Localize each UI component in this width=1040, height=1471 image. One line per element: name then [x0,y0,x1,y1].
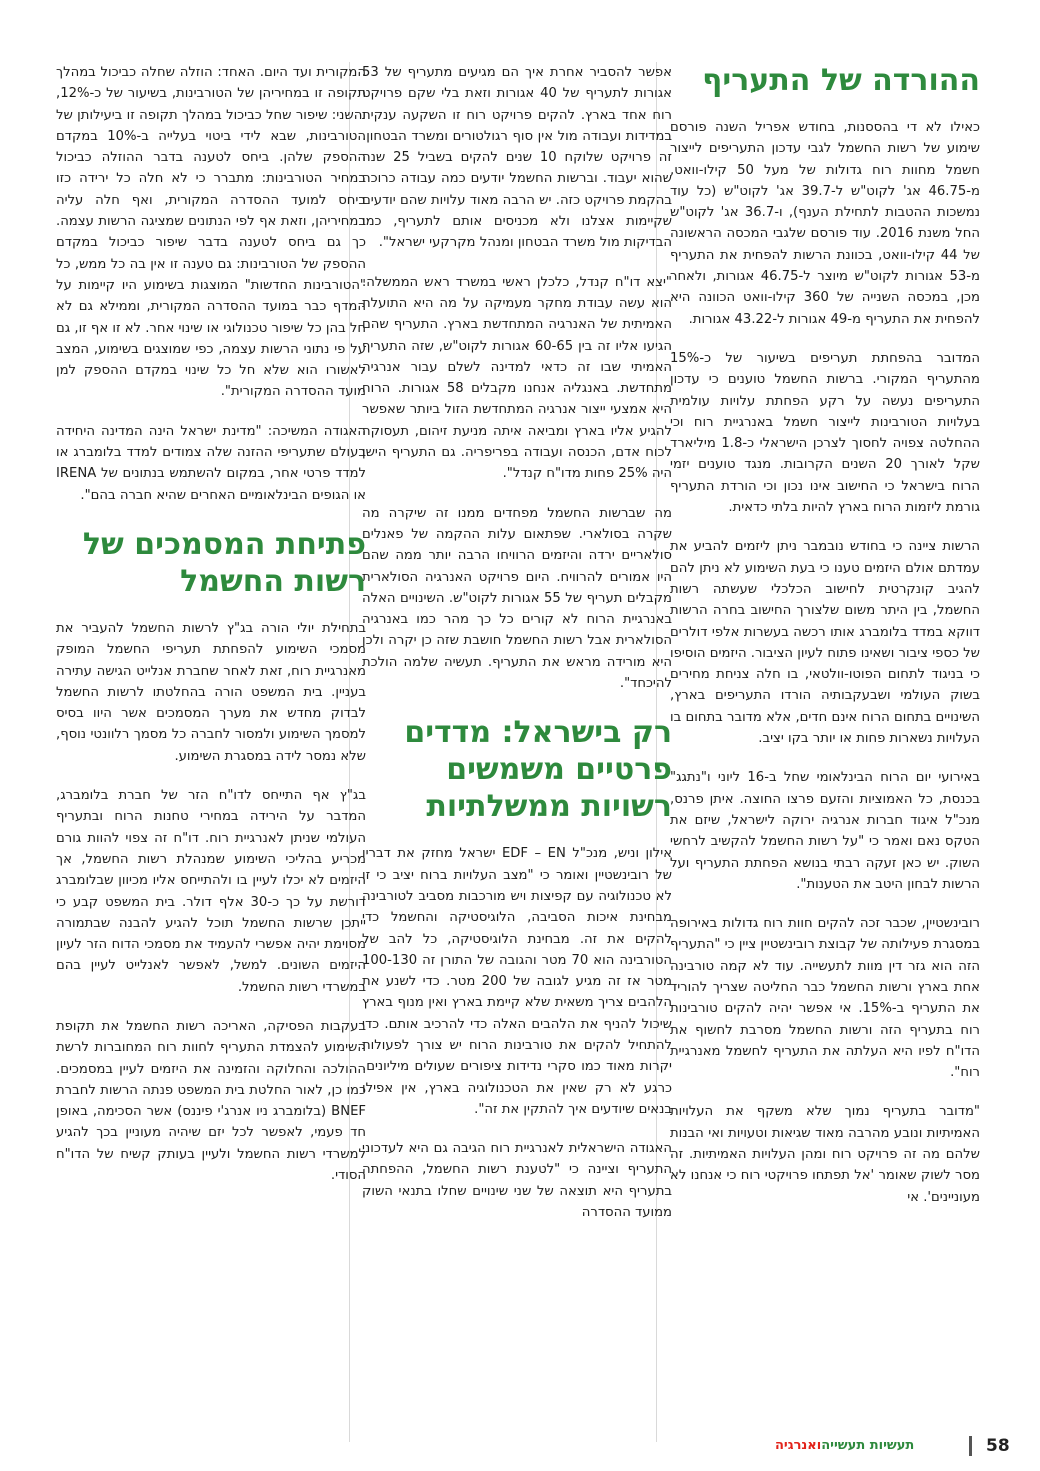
paragraph: אילון וניש, מנכ"ל EDF – EN ישראל מחזק את דבריו של רובינשטיין ואומר כי "מצב העלויות ברוח יציב כי זו לא טכנולוגיה עם קפיצות ויש מורכבות מסביב לטורבינה מבחינת איכות הסביבה, הלוגיסטיקה והחשמל כדי להקים את זה. מבחינת הלוגיסטיקה, כל להב של הטורבינה הוא 70 מטר והגובה של התורן זה 100-130 מטר אז זה מגיע לגובה של 200 מטר. כדי לשנע את הלהבים צריך משאית שלא קיימת בארץ ואין מנוף בארץ שיכול להניף את הלהבים האלה כדי להרכיב אותם. כדי להתחיל להקים את טורבינות הרוח יש צורך לפעולות יקרות מאוד כמו סקרי נדידות ציפורים שעולים מיליונים. כרגע לא רק שאין את הטכנולוגיה בארץ, אין אפילו בנאים שיודעים איך להתקין את זה". [362,846,672,1117]
magazine-name-part2: תעשייה [821,1438,866,1453]
section-heading-opening-documents: פתיחת המסמכים של רשות החשמל [82,526,366,599]
column-middle [362,62,672,1434]
paragraph: כאילו לא די בהססנות, בחודש אפריל השנה פורסם שימוע של רשות החשמל לגבי עדכון התעריפים לייצור חשמל מחוות רוח גדולות של מעל 50 קילו-וואט, מ-46.75 אג' לקוט"ש ל-39.7 אג' לקוט"ש (כל עוד נמשכות ההטבות לתחילת הענף), ו-36.7 אג' לקוט"ש החל משנת 2016. עוד פורסם שלגבי המכסה הראשונה של 44 קילו-וואט, בכוונת הרשות להפחית את התעריף מ-53 אגורות לקוט"ש מיוצר ל-46.75 אגורות, ולאחר מכן, במכסה השנייה של 360 קילו-וואט הכוונה היא להפחית את התעריף מ-49 אגורות ל-43.22 אגורות. [670,120,980,327]
paragraph: המקורית ועד היום. האחד: הוזלה שחלה כביכול במהלך תקופה זו במחיריהן של הטורבינות, בשיעור של כ-12%, והשני: שיפור שחל כביכול במהלך תקופה זו ביעילותן של הטורבינות, שבא לידי ביטוי בעלייה ב-10% במקדם ההספק שלהן. ביחס לטענה בדבר ההוזלה כביכול במחיר הטורבינות: מתברר כי לא חלה כל ירידה כזו ביחס למועד ההסדרה המקורית, ואף חלה עליה במחיריהן, וזאת אף לפי הנתונים שמציגה הרשות עצמה. כך גם ביחס לטענה בדבר שיפור כביכול במקדם ההספק של הטורבינות: גם טענה זו אין בה כל ממש, כל "הטורבינות החדשות" המוצגות בשימוע היו קיימות על המדף כבר במועד ההסדרה המקורית, וממילא גם לא חל בהן כל שיפור טכנולוגי או שינוי אחר. לא זו אף זו, גם על פי נתוני הרשות עצמה, כפי שמוצגים בשימוע, המצב לאשורו הוא שלא חל כל שינוי במקדם ההספק למן מועד ההסדרה המקורית". [56,65,366,400]
magazine-name-part3: ואנרגיה [775,1438,822,1453]
paragraph: בעקבות הפסיקה, האריכה רשות החשמל את תקופת השימוע להצמדת התעריף לחוות רוח המחוברות לרשת ההולכה והחלוקה והזמינה את היזמים לעיין במסמכים. כמו כן, לאור החלטת בית המשפט פנתה הרשות לחברת BNEF (בלומברג ניו אנרג'י פיננס) אשר הסכימה, באופן חד פעמי, לאפשר לכל יזם שיהיה מעוניין בכך להגיע למשרדי רשות החשמל ולעיין בעותק קשיח של הדו"ח הסודי. [56,1018,366,1184]
paragraph: "יצא דו"ח קנדל, כלכלן ראשי במשרד ראש הממשלה. הוא עשה עבודת מחקר מעמיקה על מה היא התועלת האמיתית של האנרגיה המתחדשת בארץ. התעריף שהם הגיעו אליו זה בין 60-65 אגורות לקוט"ש, שזה התעריף האמיתי שבו זה כדאי למדינה לשלם עבור אנרגיה מתחדשת. באנגליה אנחנו מקבלים 58 אגורות. הרוח היא אמצעי ייצור אנרגיה המתחדשת הזול ביותר שאפשר להגיע אליו בארץ ומביאה איתה מניעת זיהום, תעסוקה לכוח אדם, הכנסה ועבודה בפריפריה. גם התעריף הישן היה 25% פחות מדו"ח קנדל". [362,274,672,482]
section-heading-private-indices: רק בישראל: מדדים פרטיים משמשים רשויות ממשלתיות [404,715,672,825]
paragraph: האגודה הישראלית לאנרגיית רוח הגיבה גם היא לעדכוני התעריף וציינה כי "לטענת רשות החשמל, ההפחתה בתעריף היא תוצאה של שני שינויים שחלו בתנאי השוק ממועד ההסדרה [362,1141,672,1221]
magazine-name-part1: תעשיות [869,1438,915,1453]
paragraph: "מדובר בתעריף נמוך שלא משקף את העלויות האמיתיות ונובע מהרבה מאוד שגיאות וטעויות ואי הבנות שלהם מה זה פרויקט רוח ומהן העלויות האמיתיות. זה מסר לשוק שאומר 'אל תפתחו פרויקטי רוח כי אנחנו לא מעוניינים'. אי [670,1104,980,1205]
paragraph: מה שברשות החשמל מפחדים ממנו זה שיקרה מה שקרה בסולארי. שפתאום עלות ההקמה של פאנלים סולאריים ירדה והיזמים הרוויחו הרבה יותר ממה שהם היו אמורים להרוויח. היום פרויקט האנרגיה הסולארית מקבלים תעריף של 55 אגורות לקוט"ש. השינויים האלה באנרגיית הרוח לא קורים כל כך מהר כמו באנרגיה הסולארית אבל רשות החשמל חושבת שזה כן יקרה ולכן היא מורידה מראש את התעריף. תעשיה שלמה הולכת להיכחד". [362,505,672,692]
column-right [670,62,980,1434]
column-left [56,62,366,1434]
paragraph: האגודה המשיכה: "מדינת ישראל הינה המדינה היחידה בעולם שתעריפי ההזנה שלה צמודים למדד בלומברג או למדד פרטי אחר, במקום להשתמש בנתונים של IRENA או הגופים הבינלאומיים האחרים שהיא חברה בהם". [56,423,366,503]
magazine-name [775,1438,914,1453]
section-heading-tariff-reduction: ההורדה של התעריף [702,63,980,98]
paragraph: באירועי יום הרוח הבינלאומי שחל ב-16 ליוני ו"נתגג" בכנסת, כל האמוציות והזעם פרצו החוצה. איתן פרנס, מנכ"ל איגוד חברות אנרגיה ירוקה לישראל, שיזם את הטקס נאם ואמר כי "על רשות החשמל להקשיב לרחשי השוק. יש כאן זעקה רבתי בנושא הפחתת התעריף ועל הרשות לבחון היטב את הטענות". [670,770,980,892]
paragraph: בג"ץ אף התייחס לדו"ח הזר של חברת בלומברג, המדבר על הירידה במחירי טחנות הרוח ובתעריף העולמי שניתן לאנרגיית רוח. דו"ח זה צפוי להוות גורם מכריע בהליכי השימוע שמנהלת רשות החשמל, אך היזמים לא יכלו לעיין בו ולהתייחס אליו מכיוון שבלומברג דורשת על כך כ-30 אלף דולר. בית המשפט קבע כי ייתכן שרשות החשמל תוכל להגיע להבנה שבתמורה מסוימת יהיה אפשרי להעמיד את מסמכי הדוח הזר לעיון היזמים השונים. למשל, לאפשר לאנלייט לעיין בהם במשרדי רשות החשמל. [56,788,366,995]
paragraph: בתחילת יולי הורה בג"ץ לרשות החשמל להעביר את מסמכי השימוע להפחתת תעריפי החשמל המופק מאנרגיית רוח, זאת לאחר שחברת אנלייט הגישה עתירה בעניין. בית המשפט הורה בהחלטתו לרשות החשמל לבדוק מחדש את מערך המסמכים אשר היוו בסיס למסמך השימוע ולמסור לחברה כל מסמך רלוונטי נוסף, שלא נמסר לידה במסגרת השימוע. [56,620,366,764]
footer-divider [969,1436,972,1456]
paragraph: הרשות ציינה כי בחודש נובמבר ניתן ליזמים להביע את עמדתם אולם היזמים טענו כי בעת השימוע לא ניתן להם להגיב קונקרטית לחישוב הכלכלי שעשתה רשות החשמל, בין היתר משום שלצורך החישוב בחרה הרשות דווקא במדד בלומברג אותו רכשה בעשרות אלפי דולרים של כספי ציבור ושאינו פתוח לעיון הציבור. היזמים הוסיפו כי בניגוד לתחום הפוטו-וולטאי, בו חלה צניחת מחירים בשוק העולמי ושבעקבותיה הורדו התעריפים בארץ, השינויים בתחום הרוח אינם חדים, אלא מדובר בתחום בו העלויות נשארות פחות או יותר בקו יציב. [670,539,980,747]
page-number: 58 [986,1436,1010,1456]
paragraph: רובינשטיין, שכבר זכה להקים חוות רוח גדולות באירופה במסגרת פעילותה של קבוצת רובינשטיין ציין כי "התעריף הזה הוא גזר דין מוות לתעשייה. עוד לא קמה טורבינה אחת בארץ ורשות החשמל כבר החליטה שצריך להוריד את התעריף ב-15%. אי אפשר יהיה להקים טורבינות רוח בתעריף הזה ורשות החשמל מסרבת לחשוף את הדו"ח לפיו היא העלתה את התעריף לחשמל מאנרגיית רוח". [670,916,980,1081]
paragraph: המדובר בהפחתת תעריפים בשיעור של כ-15% מהתעריף המקורי. ברשות החשמל טוענים כי עדכון התעריפים נעשה על רקע הפחתת עלויות עולמית בעלויות הטורבינות לייצור חשמל באנרגיית רוח וכי ההחלטה צפויה לחסוך לצרכן הישראלי כ-1.8 מיליארד שקל לאורך 20 השנים הקרובות. מנגד טוענים יזמי הרוח בישראל כי החישוב אינו נכון וכי הורדת התעריף גורמת ליזמות הרוח בארץ להיות בלתי כדאית. [670,350,980,516]
paragraph: אפשר להסביר אחרת איך הם מגיעים מתעריף של 53 אגורות לתעריף של 40 אגורות וזאת בלי שקם פרויקט רוח אחד בארץ. להקים פרויקט רוח זו השקעה ענקית במדידות ועבודה מול אין סוף רגולטורים ומשרד הבטחון. זה פרויקט שלוקח 10 שנים להקים בשביל 25 שנה שהוא יעבוד. וברשות החשמל יודעים כמה עבודה כרוכה בהקמת פרויקט כזה. יש הרבה מאוד עלויות שהם יודעים שקיימות אצלנו ולא מכניסים אותם לתעריף, כמו הבדיקות מול משרד הבטחון ומנהל מקרקעי ישראל". [362,65,672,251]
